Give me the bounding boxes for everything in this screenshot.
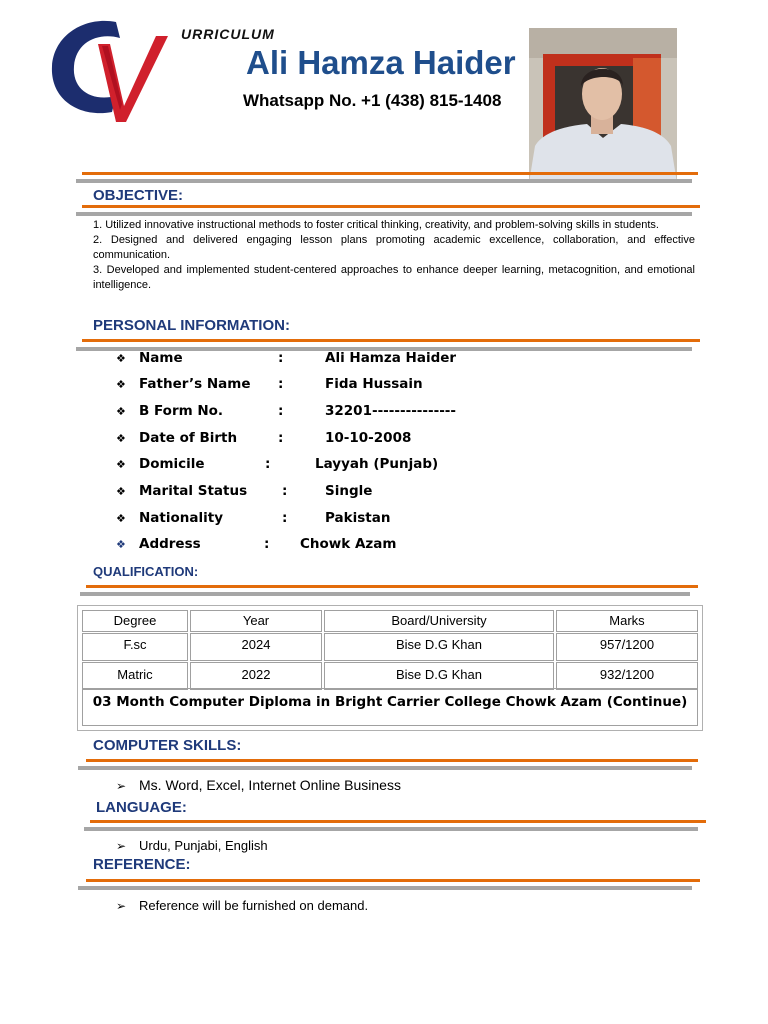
profile-photo [529, 28, 677, 183]
qualification-table [77, 605, 703, 731]
table-cell: Matric [82, 662, 188, 690]
info-value: Single [325, 483, 373, 499]
applicant-name: Ali Hamza Haider [246, 44, 516, 81]
reference-orange-rule [86, 879, 700, 882]
info-label: Nationality [139, 510, 223, 526]
table-header-cell: Marks [556, 610, 698, 632]
info-label: Marital Status [139, 483, 248, 499]
objective-heading: OBJECTIVE: [93, 187, 184, 204]
info-value: 10-10-2008 [325, 430, 412, 446]
objective-orange-rule [82, 205, 700, 208]
personal-info-heading: PERSONAL INFORMATION: [93, 317, 290, 334]
personal-orange-rule [82, 339, 700, 342]
table-cell: 932/1200 [556, 662, 698, 690]
table-header-cell: Degree [82, 610, 188, 632]
info-colon: : [282, 510, 288, 526]
language-text: Urdu, Punjabi, English [139, 838, 268, 853]
info-value: Layyah (Punjab) [315, 456, 439, 472]
objective-point: 3. Developed and implemented student-centered approaches to enhance deeper learning, metacognition, and emotional intelligence. [93, 264, 695, 291]
info-label: B Form No. [139, 403, 224, 419]
language-heading: LANGUAGE: [96, 799, 187, 816]
cv-logo [46, 14, 172, 126]
info-colon: : [265, 456, 271, 472]
table-cell: 2024 [190, 633, 322, 661]
computer-skills-text: Ms. Word, Excel, Internet Online Business [139, 777, 401, 793]
info-colon: : [278, 350, 284, 366]
header-orange-rule [82, 172, 698, 175]
reference-text: Reference will be furnished on demand. [139, 898, 369, 913]
info-label: Father’s Name [139, 376, 251, 392]
arrow-bullet-icon: ➢ [116, 779, 127, 793]
language-orange-rule [90, 820, 706, 823]
computer-orange-rule [86, 759, 698, 762]
objective-gray-rule [76, 212, 692, 216]
arrow-bullet-icon: ➢ [116, 839, 127, 853]
info-value: Pakistan [325, 510, 391, 526]
info-value: 32201--------------- [325, 403, 457, 419]
computer-skills-item [116, 777, 401, 793]
language-gray-rule [84, 827, 698, 831]
table-cell: Bise D.G Khan [324, 633, 554, 661]
info-label: Address [139, 536, 201, 552]
table-cell: 957/1200 [556, 633, 698, 661]
info-value: Chowk Azam [300, 536, 397, 552]
table-header-cell: Board/University [324, 610, 554, 632]
language-item [116, 838, 268, 853]
reference-heading: REFERENCE: [93, 856, 191, 873]
header-gray-rule [76, 179, 692, 183]
table-header-cell: Year [190, 610, 322, 632]
objective-point: 2. Designed and delivered engaging lesson plans promoting academic excellence, collaboration, and effective communication. [93, 234, 695, 261]
diploma-row: 03 Month Computer Diploma in Bright Carrier College Chowk Azam (Continue) [82, 688, 698, 726]
computer-skills-heading: COMPUTER SKILLS: [93, 737, 242, 754]
info-label: Date of Birth [139, 430, 238, 446]
qualification-orange-rule [86, 585, 698, 588]
qualification-gray-rule [80, 592, 690, 596]
urriculum-label: URRICULUM [181, 26, 275, 42]
reference-gray-rule [78, 886, 692, 890]
arrow-bullet-icon: ➢ [116, 899, 127, 913]
reference-item [116, 898, 368, 913]
qualification-heading: QUALIFICATION: [93, 564, 199, 579]
info-colon: : [278, 430, 284, 446]
objective-point: 1. Utilized innovative instructional methods to foster critical thinking, creativity, and problem-solving skills in students. [93, 219, 659, 231]
info-label: Domicile [139, 456, 205, 472]
info-colon: : [278, 403, 284, 419]
info-colon: : [282, 483, 288, 499]
computer-gray-rule [78, 766, 692, 770]
table-cell: Bise D.G Khan [324, 662, 554, 690]
objective-text [93, 218, 695, 293]
info-value: Ali Hamza Haider [325, 350, 457, 366]
info-colon: : [264, 536, 270, 552]
info-colon: : [278, 376, 284, 392]
table-cell: 2022 [190, 662, 322, 690]
info-label: Name [139, 350, 183, 366]
whatsapp-number: Whatsapp No. +1 (438) 815-1408 [243, 91, 502, 110]
info-value: Fida Hussain [325, 376, 423, 392]
table-cell: F.sc [82, 633, 188, 661]
